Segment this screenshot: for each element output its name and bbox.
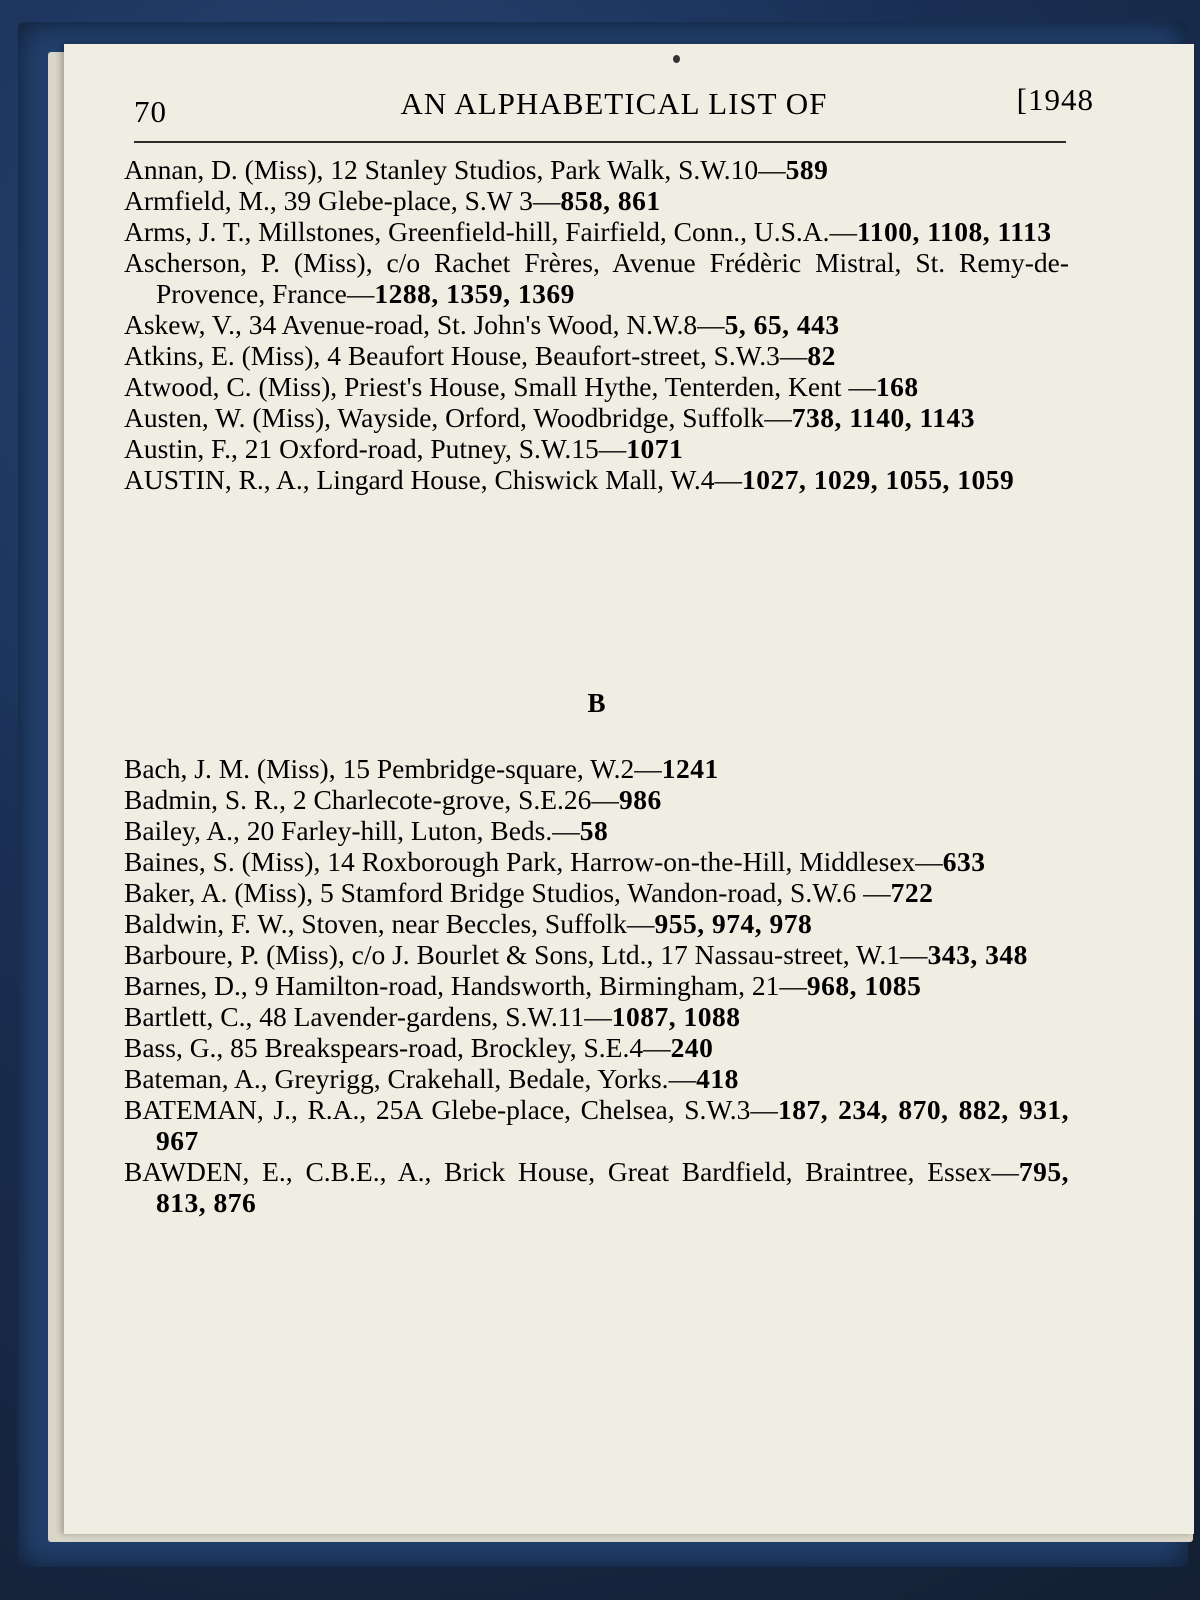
list-item — [124, 216, 1069, 247]
entry-text: Barnes, D., 9 Hamilton-road, Handsworth, Birmingham, 21— — [124, 970, 807, 1001]
entry-text: Bartlett, C., 48 Lavender-gardens, S.W.11— — [124, 1001, 612, 1032]
entry-text: Askew, V., 34 Avenue-road, St. John's Wood, N.W.8— — [124, 309, 725, 340]
list-item — [124, 433, 1069, 464]
entry-numbers: 968, 1085 — [806, 970, 922, 1001]
list-item — [124, 815, 1069, 846]
entry-text: Ascherson, P. (Miss), c/o Rachet Frères, Avenue Frédèric Mistral, St. Remy-de-Provence, France— — [124, 247, 1069, 309]
list-item — [124, 753, 1069, 784]
entry-numbers: 5, 65, 443 — [724, 309, 840, 340]
entry-numbers: 986 — [618, 784, 662, 815]
list-item — [124, 185, 1069, 216]
entry-text: Baines, S. (Miss), 14 Roxborough Park, Harrow-on-the-Hill, Middlesex— — [124, 846, 943, 877]
list-item — [124, 784, 1069, 815]
entry-numbers: 1100, 1108, 1113 — [857, 216, 1052, 247]
entry-text: Austin, F., 21 Oxford-road, Putney, S.W.15— — [124, 433, 627, 464]
entry-numbers: 858, 861 — [560, 185, 661, 216]
entry-text: Barboure, P. (Miss), c/o J. Bourlet & Sons, Ltd., 17 Nassau-street, W.1— — [124, 939, 928, 970]
entry-numbers: 187, 234, 870, 882, 931, 967 — [156, 1094, 1069, 1156]
list-item — [124, 309, 1069, 340]
entry-text: BAWDEN, E., C.B.E., A., Brick House, Great Bardfield, Braintree, Essex— — [124, 1156, 1019, 1187]
list-item — [124, 1032, 1069, 1063]
list-item — [124, 877, 1069, 908]
entry-numbers: 633 — [942, 846, 986, 877]
list-item — [124, 908, 1069, 939]
list-item — [124, 1063, 1069, 1094]
entry-text: Baldwin, F. W., Stoven, near Beccles, Suffolk— — [124, 908, 655, 939]
entry-numbers: 418 — [696, 1063, 739, 1094]
list-item — [124, 939, 1069, 970]
entry-text: Baker, A. (Miss), 5 Stamford Bridge Studios, Wandon-road, S.W.6 — — [124, 877, 891, 908]
entry-text: BATEMAN, J., R.A., 25A Glebe-place, Chelsea, S.W.3— — [124, 1094, 778, 1125]
list-item — [124, 1156, 1069, 1218]
list-item — [124, 340, 1069, 371]
entry-numbers: 1087, 1088 — [611, 1001, 741, 1032]
page-header — [134, 80, 1094, 130]
entry-numbers: 82 — [807, 340, 836, 371]
page-number: 70 — [134, 94, 167, 129]
page-title: AN ALPHABETICAL LIST OF — [400, 86, 828, 121]
entry-text: Austen, W. (Miss), Wayside, Orford, Woodbridge, Suffolk— — [124, 402, 792, 433]
entry-text: Bass, G., 85 Breakspears-road, Brockley, S.E.4— — [124, 1032, 671, 1063]
list-item — [124, 970, 1069, 1001]
list-item — [124, 464, 1069, 495]
page-year: [1948 — [1016, 82, 1094, 117]
section-letter: B — [587, 688, 606, 718]
entry-text: Annan, D. (Miss), 12 Stanley Studios, Park Walk, S.W.10— — [124, 154, 786, 185]
entry-numbers: 1241 — [661, 753, 719, 784]
entry-text: Atkins, E. (Miss), 4 Beaufort House, Beaufort-street, S.W.3— — [124, 340, 808, 371]
entry-list-b — [124, 753, 1069, 1218]
entry-numbers: 738, 1140, 1143 — [791, 402, 975, 433]
entry-text: Badmin, S. R., 2 Charlecote-grove, S.E.26— — [124, 784, 619, 815]
entry-text: Bach, J. M. (Miss), 15 Pembridge-square, W.2— — [124, 753, 662, 784]
list-item — [124, 1001, 1069, 1032]
list-item — [124, 1094, 1069, 1156]
list-item — [124, 247, 1069, 309]
entry-list-a — [124, 154, 1069, 495]
entry-numbers: 589 — [785, 154, 829, 185]
entry-numbers: 1071 — [626, 433, 684, 464]
entry-numbers: 168 — [875, 371, 919, 402]
entry-text: AUSTIN, R., A., Lingard House, Chiswick Mall, W.4— — [124, 464, 742, 495]
entry-text: Bateman, A., Greyrigg, Crakehall, Bedale, Yorks.— — [124, 1063, 697, 1094]
header-rule — [134, 141, 1066, 143]
page-mark — [673, 55, 680, 63]
list-item — [124, 371, 1069, 402]
entry-numbers: 58 — [579, 815, 609, 846]
entry-text: Armfield, M., 39 Glebe-place, S.W 3— — [124, 185, 561, 216]
entry-numbers: 1027, 1029, 1055, 1059 — [741, 464, 1015, 495]
list-item — [124, 154, 1069, 185]
entry-text: Arms, J. T., Millstones, Greenfield-hill, Fairfield, Conn., U.S.A.— — [124, 216, 858, 247]
entry-numbers: 1288, 1359, 1369 — [374, 278, 575, 309]
entry-numbers: 795, 813, 876 — [156, 1156, 1069, 1218]
entry-numbers: 955, 974, 978 — [654, 908, 813, 939]
list-item — [124, 846, 1069, 877]
entry-text: Atwood, C. (Miss), Priest's House, Small Hythe, Tenterden, Kent — — [124, 371, 876, 402]
entry-text: Bailey, A., 20 Farley-hill, Luton, Beds.— — [124, 815, 580, 846]
entry-numbers: 343, 348 — [927, 939, 1028, 970]
list-item — [124, 402, 1069, 433]
entry-numbers: 722 — [890, 877, 934, 908]
entry-numbers: 240 — [670, 1032, 714, 1063]
